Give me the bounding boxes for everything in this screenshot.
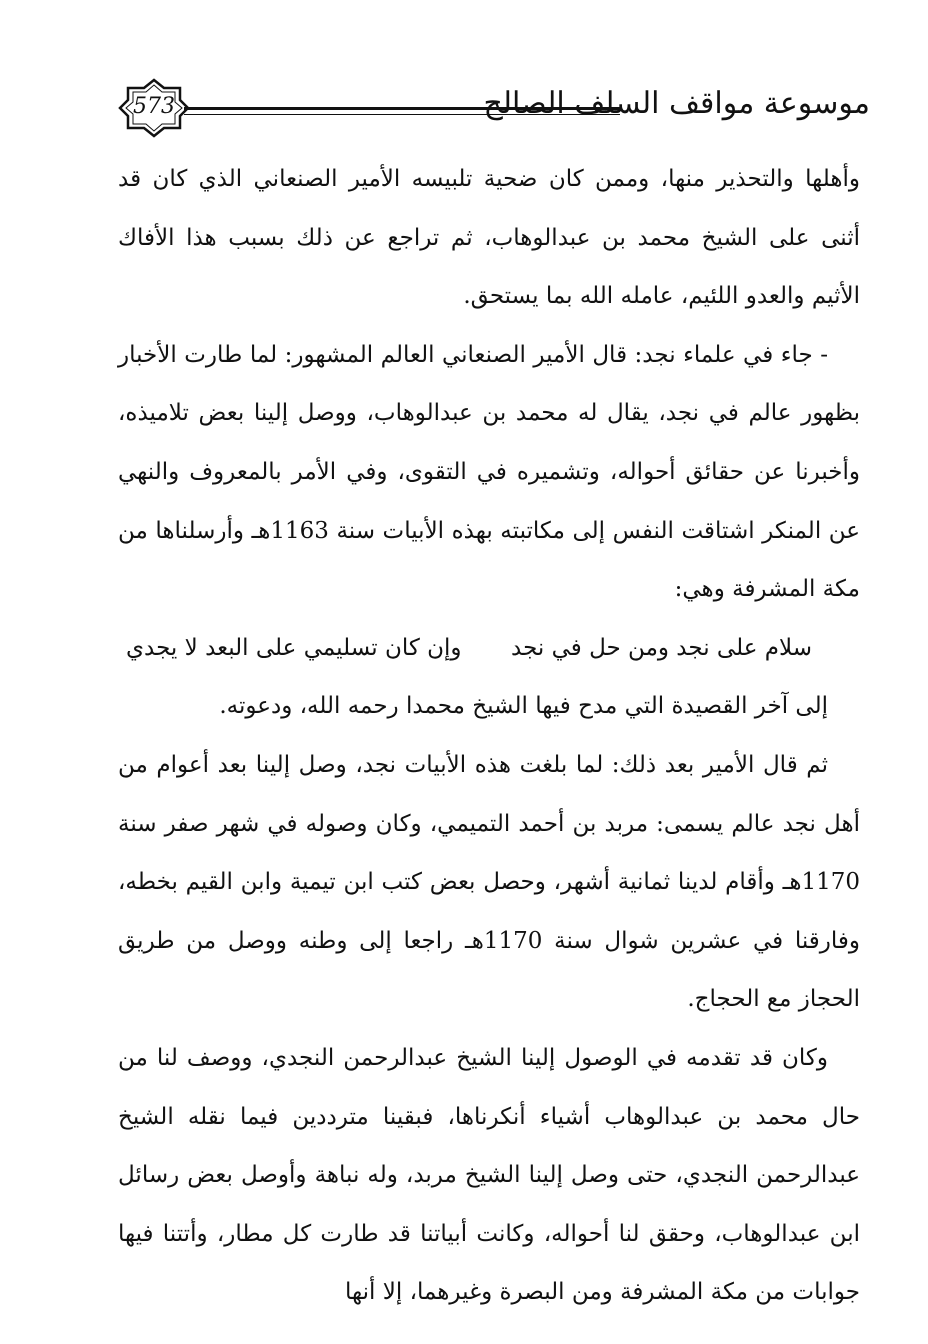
paragraph: ثم قال الأمير بعد ذلك: لما بلغت هذه الأبيات نجد، وصل إلينا بعد أعوام من أهل نجد عالم يسمى: مربد بن أحمد التميمي، وكان وصوله في شهر صفر سنة 1170هـ وأقام لدينا ثمانية أشهر، وحصل بعض كتب ابن تيمية وابن القيم بخطه، وفارقنا في عشرين شوال سنة 1170هـ راجعا إلى وطنه ووصل من طريق الحجاز مع الحجاج.	[118, 751, 860, 1013]
paragraph: إلى آخر القصيدة التي مدح فيها الشيخ محمدا رحمه الله، ودعوته.	[219, 693, 828, 720]
poem-verse	[118, 619, 860, 678]
header-rule-thin	[184, 114, 620, 115]
verse-first-half: سلام على نجد ومن حل في نجد	[511, 634, 812, 661]
header-rule-thick	[184, 107, 620, 110]
page-header	[110, 78, 870, 148]
page-body	[118, 150, 860, 1322]
page-number: 573	[133, 94, 175, 119]
paragraph: - جاء في علماء نجد: قال الأمير الصنعاني العالم المشهور: لما طارت الأخبار بظهور عالم في نجد، يقال له محمد بن عبدالوهاب، ووصل إلينا بعض تلاميذه، وأخبرنا عن حقائق أحواله، وتشميره في التقوى، وفي الأمر بالمعروف والنهي عن المنكر اشتاقت النفس إلى مكاتبته بهذه الأبيات سنة 1163هـ وأرسلناها من مكة المشرفة وهي:	[118, 341, 860, 603]
verse-second-half: وإن كان تسليمي على البعد لا يجدي	[126, 634, 462, 661]
paragraph: وكان قد تقدمه في الوصول إلينا الشيخ عبدالرحمن النجدي، ووصف لنا من حال محمد بن عبدالوهاب أشياء أنكرناها، فبقينا مترددين فيما نقله الشيخ عبدالرحمن النجدي، حتى وصل إلينا الشيخ مربد، وله نباهة وأوصل بعض رسائل ابن عبدالوهاب، وحقق لنا أحواله، وكانت أبياتنا قد طارت كل مطار، وأتتنا فيها جوابات من مكة المشرفة ومن البصرة وغيرهما، إلا أنها	[118, 1044, 860, 1306]
running-title: موسوعة مواقف السلف الصالح	[483, 86, 870, 121]
page-number-badge	[118, 78, 190, 138]
paragraph: وأهلها والتحذير منها، وممن كان ضحية تلبيسه الأمير الصنعاني الذي كان قد أثنى على الشيخ محمد بن عبدالوهاب، ثم تراجع عن ذلك بسبب هذا الأفاك الأثيم والعدو اللئيم، عامله الله بما يستحق.	[118, 166, 860, 310]
